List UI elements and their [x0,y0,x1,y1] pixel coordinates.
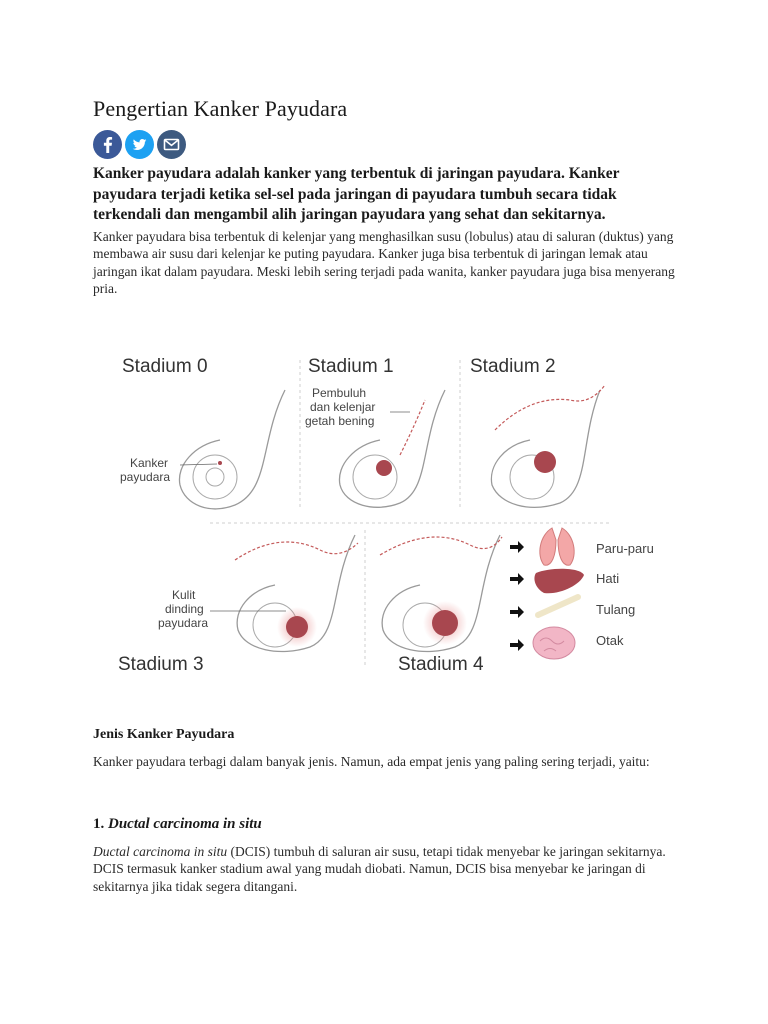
tumor-mark [534,451,556,473]
facebook-share-button[interactable] [93,130,122,159]
kulit-label-line1: Kulit [172,588,196,602]
tumor-mark [218,461,222,465]
item-title: Ductal carcinoma in situ [108,816,262,832]
tumor-mark [376,460,392,476]
pembuluh-label-line2: dan kelenjar [310,400,376,414]
lymph-vessel [235,542,358,560]
email-share-button[interactable] [157,130,186,159]
pembuluh-label-line3: getah bening [305,414,375,428]
organ-lung-label: Paru-paru [596,541,654,556]
organ-brain-label: Otak [596,633,624,648]
lungs-icon [540,528,574,565]
organ-bone-label: Tulang [596,602,636,617]
twitter-share-button[interactable] [125,130,154,159]
item-term: Ductal carcinoma in situ [93,844,228,859]
stage-4-label: Stadium 4 [398,654,484,675]
lead-paragraph: Kanker payudara adalah kanker yang terbentuk di jaringan payudara. Kanker payudara terjadi ketika sel-sel pada jaringan di payudara tumbuh secara tidak terkendali dan mengambil alih jaringan payudara yang sehat dan sekitarnya. [93,165,620,223]
item-number: 1. [93,816,105,832]
section-heading: Jenis Kanker Payudara [93,727,235,742]
organ-liver-label: Hati [596,571,620,586]
lymph-vessel [400,400,425,455]
section-intro-paragraph: Kanker payudara terbagi dalam banyak jenis. Namun, ada empat jenis yang paling sering terjadi, yaitu: [93,754,650,769]
lymph-vessel [495,385,605,430]
stage-3-panel [118,535,358,675]
breast-cancer-stages-illustration [100,345,670,680]
tumor-mark [432,610,458,636]
stage-2-label: Stadium 2 [470,356,556,377]
tumor-mark [286,616,308,638]
arrow-icon [510,606,524,618]
stage-0-label: Stadium 0 [122,356,208,377]
label-pointer [180,464,217,465]
facebook-icon [93,130,122,159]
stage-4-panel [380,535,502,675]
breast-lobules [353,455,397,499]
arrow-icon [510,573,524,585]
liver-icon [534,569,584,594]
bone-icon [538,597,578,615]
nipple [206,468,224,486]
stage-3-label: Stadium 3 [118,654,204,675]
lymph-vessel [380,537,502,555]
kulit-label-line2: dinding [165,602,204,616]
kanker-label-line1: Kanker [130,456,169,470]
arrow-icon [510,541,524,553]
kanker-label-line2: payudara [120,470,171,484]
item-heading [93,816,262,833]
stage-2-panel [470,356,605,507]
share-buttons [93,130,186,159]
arrow-icon [510,639,524,651]
email-icon [157,130,186,159]
kulit-label-line3: payudara [158,616,209,630]
stage-1-panel [305,356,445,507]
item-paragraph [93,843,683,895]
breast-lobules [193,455,237,499]
breast-outline [491,390,600,507]
twitter-icon [125,130,154,159]
pembuluh-label-line1: Pembuluh [312,386,367,400]
item-body: (DCIS) tumbuh di saluran air susu, tetapi tidak menyebar ke jaringan sekitarnya. DCIS termasuk kanker stadium awal yang mudah diobati. Namun, DCIS bisa menyebar ke jaringan di sekitarnya jika tidak segera ditangani. [93,844,666,894]
metastasis-list [510,528,654,659]
intro-paragraph: Kanker payudara bisa terbentuk di kelenjar yang menghasilkan susu (lobulus) atau di saluran (duktus) yang membawa air susu dari kelenjar ke puting payudara. Kanker juga bisa terbentuk di jaringan lemak atau jaringan ikat dalam payudara. Meski lebih sering terjadi pada wanita, kanker payudara juga bisa menyerang pria. [93,229,675,296]
page-title: Pengertian Kanker Payudara [93,96,348,121]
stage-0-panel [120,356,285,509]
stage-1-label: Stadium 1 [308,356,394,377]
